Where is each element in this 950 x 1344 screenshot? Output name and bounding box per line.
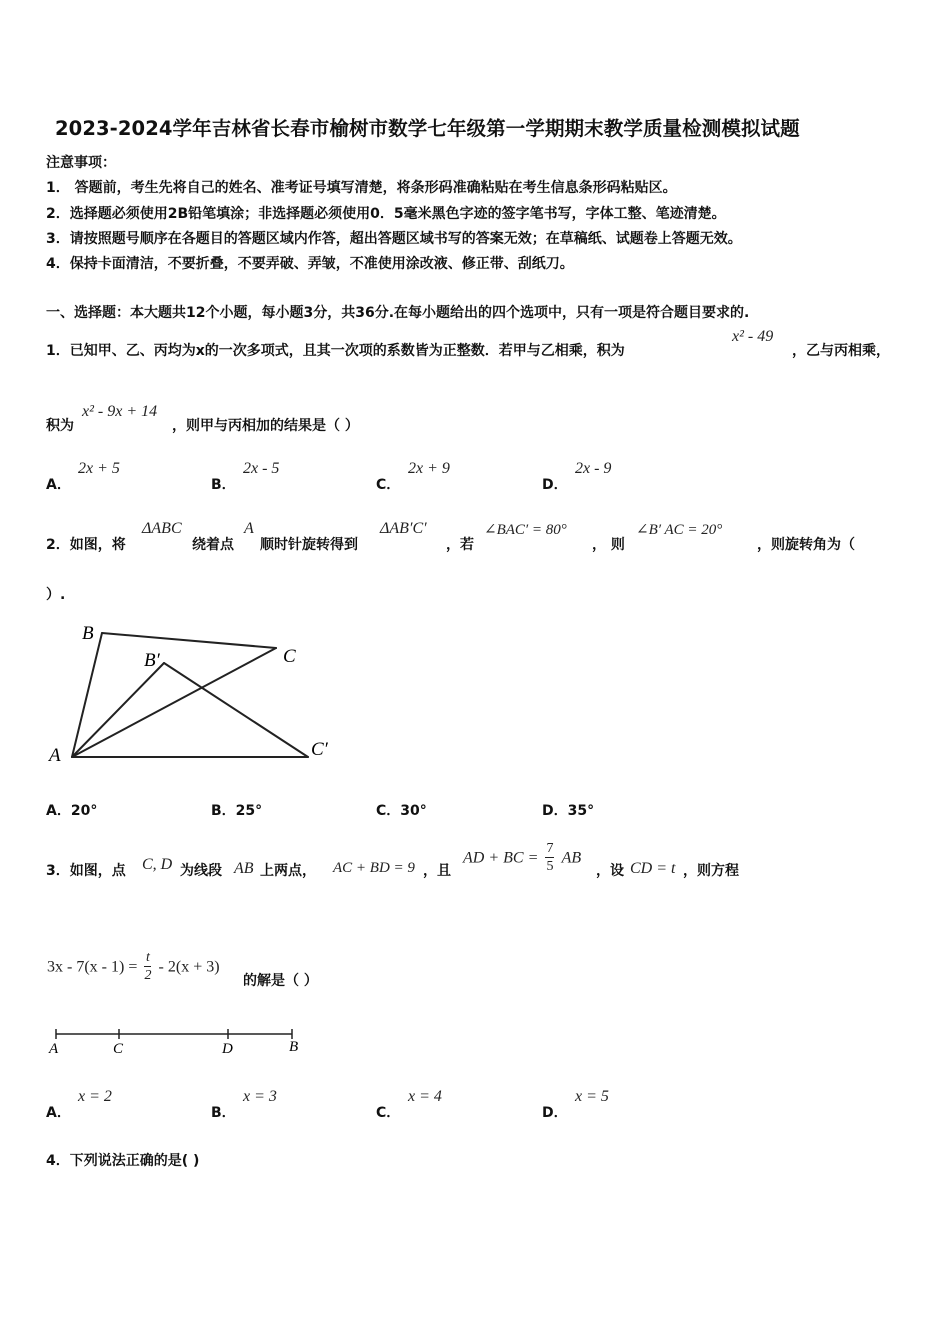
q1-option-c: 2x + 9 <box>408 460 450 477</box>
label-c: C <box>113 1041 124 1057</box>
q2-text: 绕着点 <box>192 537 234 553</box>
q1-option-b: 2x - 5 <box>243 460 280 477</box>
q1-text: ，则甲与丙相加的结果是（ ） <box>172 418 359 434</box>
label-b: B <box>82 623 94 644</box>
q1-option-label: B． <box>211 477 236 493</box>
label-c: C <box>283 646 296 667</box>
q3-condition-equation: AD + BC = $\frac{7}{5}$ AB <box>463 841 582 874</box>
q3-math: CD = t <box>630 860 676 877</box>
notice-item: 3．请按照题号顺序在各题目的答题区域内作答，超出答题区域书写的答案无效；在草稿纸、试题卷上答题无效。 <box>46 231 742 247</box>
q1-option-label: D． <box>542 477 568 493</box>
q3-option-label: A． <box>46 1105 71 1121</box>
q3-text: ，设 <box>596 863 624 879</box>
q3-option-label: D． <box>542 1105 568 1121</box>
notice-item: 1． 答题前，考生先将自己的姓名、准考证号填写清楚，将条形码准确粘贴在考生信息条形码粘贴区。 <box>46 180 677 196</box>
q3-text: 上两点， <box>260 863 316 879</box>
q1-option-d: 2x - 9 <box>575 460 612 477</box>
q3-option-d: x = 5 <box>575 1088 609 1105</box>
label-d: D <box>222 1041 233 1057</box>
q1-text: 1．已知甲、乙、丙均为x的一次多项式，且其一次项的系数皆为正整数．若甲与乙相乘，积为 <box>46 343 625 359</box>
segment-bc <box>102 633 276 648</box>
q3-option-label: B． <box>211 1105 236 1121</box>
label-a: A <box>49 1041 59 1057</box>
q2-option-b: B．25° <box>211 803 263 819</box>
q3-math: C, D <box>142 856 173 873</box>
q2-text: ， 则 <box>592 537 625 553</box>
q2-math: ∠B′ AC = 20° <box>636 522 723 538</box>
notice-item: 4．保持卡面清洁，不要折叠，不要弄破、弄皱，不准使用涂改液、修正带、刮纸刀。 <box>46 256 574 272</box>
q3-text: 的解是（ ） <box>243 973 318 989</box>
q2-option-a: A．20° <box>46 803 98 819</box>
q3-text: ，则方程 <box>683 863 739 879</box>
section-heading: 一、选择题：本大题共12个小题，每小题3分，共36分.在每小题给出的四个选项中，只有一项是符合题目要求的. <box>46 305 750 321</box>
q1-option-a: 2x + 5 <box>78 460 120 477</box>
q3-math: AC + BD = 9 <box>333 860 415 876</box>
q2-option-c: C．30° <box>376 803 427 819</box>
q1-text: 积为 <box>46 418 74 434</box>
page-title: 2023-2024学年吉林省长春市榆树市数学七年级第一学期期末教学质量检测模拟试题 <box>55 117 800 140</box>
q3-option-a: x = 2 <box>78 1088 112 1105</box>
q2-math: ∠BAC′ = 80° <box>484 522 567 538</box>
q3-text: 为线段 <box>180 863 222 879</box>
q3-option-label: C． <box>376 1105 401 1121</box>
q2-math: A <box>244 520 254 537</box>
q2-math: ΔAB′C′ <box>380 520 427 537</box>
segment-ab <box>72 633 102 757</box>
q2-triangle-figure <box>40 615 340 775</box>
q3-segment-figure <box>44 1024 314 1060</box>
q1-text: ，乙与丙相乘， <box>792 343 890 359</box>
segment-ab-prime <box>72 663 164 757</box>
q2-math: ΔABC <box>142 520 182 537</box>
label-a: A <box>49 745 61 766</box>
q1-option-label: A． <box>46 477 71 493</box>
q1-option-label: C． <box>376 477 401 493</box>
q2-text: ，若 <box>446 537 474 553</box>
q3-option-b: x = 3 <box>243 1088 277 1105</box>
q2-text: 顺时针旋转得到 <box>260 537 358 553</box>
q3-equation: 3x - 7(x - 1) = $\frac{t}{2}$ - 2(x + 3) <box>47 950 220 983</box>
q3-text: 3．如图，点 <box>46 863 126 879</box>
notice-item: 2．选择题必须使用2B铅笔填涂；非选择题必须使用0．5毫米黑色字迹的签字笔书写，字体工整、笔迹清楚。 <box>46 206 726 222</box>
q2-text: ）. <box>46 587 66 603</box>
q4-text: 4．下列说法正确的是( ) <box>46 1153 200 1169</box>
q3-text: ，且 <box>423 863 451 879</box>
q2-text: 2．如图，将 <box>46 537 126 553</box>
segment-ac <box>72 648 276 757</box>
q2-option-d: D．35° <box>542 803 595 819</box>
q3-option-c: x = 4 <box>408 1088 442 1105</box>
q2-text: ，则旋转角为（ <box>757 537 855 553</box>
q1-expr1: x² - 49 <box>732 328 774 345</box>
segment-bc-prime <box>164 663 308 757</box>
q3-math: AB <box>234 860 254 877</box>
label-c-prime: C′ <box>311 739 328 760</box>
label-b: B <box>289 1039 299 1055</box>
label-b-prime: B′ <box>144 650 160 671</box>
q1-expr2: x² - 9x + 14 <box>82 403 158 420</box>
notice-heading: 注意事项： <box>46 155 116 171</box>
